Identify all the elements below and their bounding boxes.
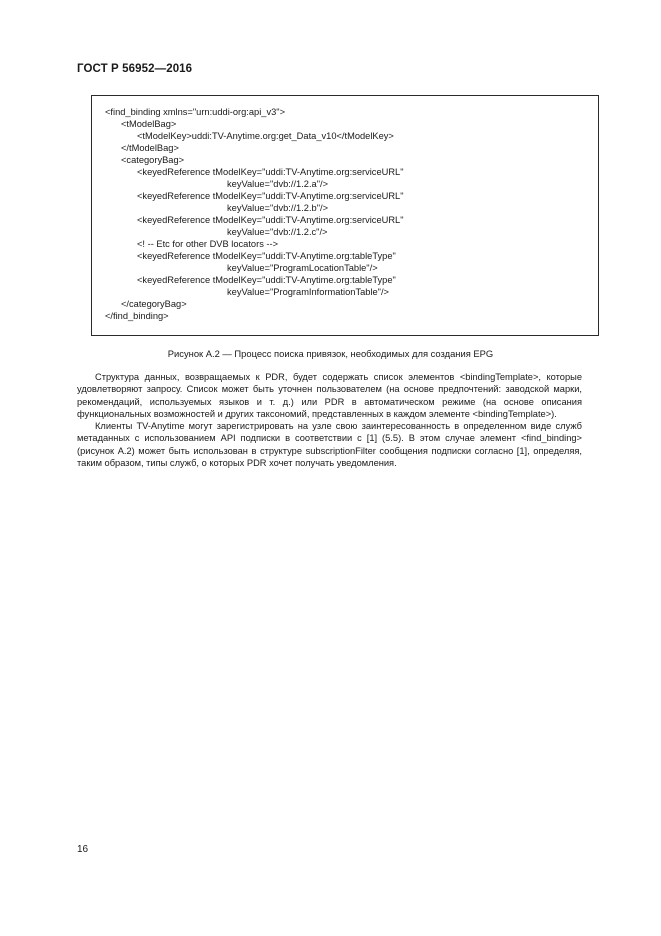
code-line: </find_binding> [105, 311, 169, 321]
code-line: </categoryBag> [121, 299, 187, 309]
code-line: <keyedReference tModelKey="uddi:TV-Anytime.org:tableType" [137, 275, 396, 285]
code-line: </tModelBag> [121, 143, 179, 153]
code-line: keyValue="dvb://1.2.c"/> [227, 227, 328, 237]
code-line: <! -- Etc for other DVB locators --> [137, 239, 279, 249]
code-line: <keyedReference tModelKey="uddi:TV-Anytime.org:serviceURL" [137, 167, 404, 177]
code-figure [91, 95, 599, 336]
code-line: keyValue="dvb://1.2.a"/> [227, 179, 329, 189]
code-line: <keyedReference tModelKey="uddi:TV-Anytime.org:tableType" [137, 251, 396, 261]
page-number: 16 [77, 844, 89, 855]
document-header: ГОСТ Р 56952—2016 [77, 63, 193, 75]
figure-caption: Рисунок А.2 — Процесс поиска привязок, необходимых для создания EPG [167, 348, 494, 359]
code-line: keyValue="ProgramLocationTable"/> [227, 263, 378, 273]
code-line: <tModelBag> [121, 119, 177, 129]
code-line: keyValue="dvb://1.2.b"/> [227, 203, 329, 213]
paragraph: Структура данных, возвращаемых к PDR, будет содержать список элементов <bindingTemplate>, которые удовлетворяют запросу. Список может быть уточнен пользователем (на основе предпочтений: заводской марки, рекомендаций, используемых языков и т. д.) или PDR в автоматическом режиме (на основе описания функциональных возможностей и других таксономий, представленных в каждом элементе <bindingTemplate>). [77, 372, 582, 419]
code-line: keyValue="ProgramInformationTable"/> [227, 287, 389, 297]
body-text [77, 371, 582, 469]
code-line: <keyedReference tModelKey="uddi:TV-Anytime.org:serviceURL" [137, 191, 404, 201]
code-line: <categoryBag> [121, 155, 185, 165]
paragraph: Клиенты TV-Anytime могут зарегистрировать на узле свою заинтересованность в определенном виде служб метаданных с использованием API подписки в соответствии с [1] (5.5). В этом случае элемент <find_binding> (рисунок А.2) может быть использован в структуре subscriptionFilter сообщения подписки согласно [1], определяя, таким образом, типы служб, о которых PDR хочет получать уведомления. [77, 421, 582, 469]
code-line: <keyedReference tModelKey="uddi:TV-Anytime.org:serviceURL" [137, 215, 404, 225]
code-line: <find_binding xmlns="urn:uddi-org:api_v3"> [105, 107, 286, 117]
code-line: <tModelKey>uddi:TV-Anytime.org:get_Data_v10</tModelKey> [137, 131, 394, 141]
